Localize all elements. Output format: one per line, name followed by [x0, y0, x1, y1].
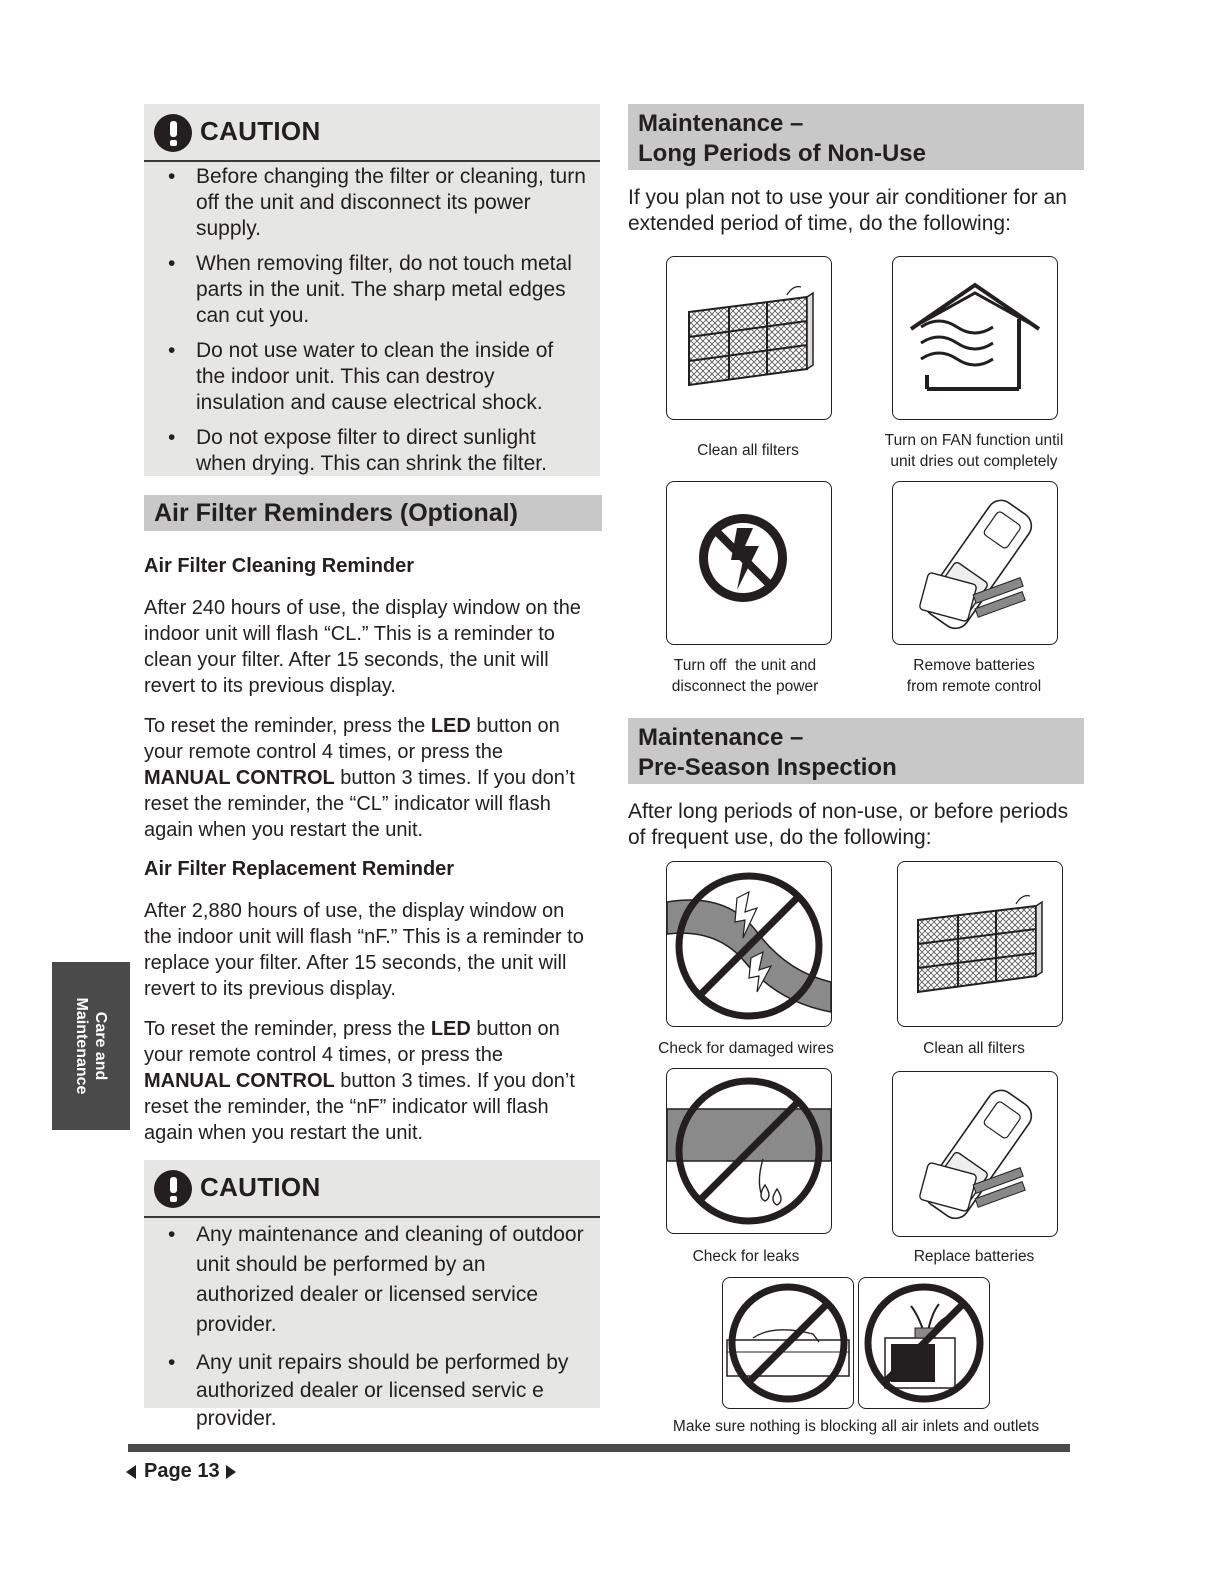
caption-leaks: Check for leaks	[692, 1248, 800, 1265]
no-leak-icon	[667, 1069, 831, 1233]
clean-filters-picture	[666, 256, 832, 420]
caption-inlets: Make sure nothing is blocking all air inlets and outlets	[672, 1418, 1040, 1435]
section-side-tab	[52, 962, 130, 1130]
pre-season-heading-line2: Pre-Season Inspection	[638, 754, 897, 781]
caption-replace-batteries: Replace batteries	[913, 1248, 1035, 1265]
no-blocking-icon	[723, 1278, 853, 1408]
no-damaged-wire-icon	[667, 862, 831, 1026]
led-label: LED	[430, 1018, 471, 1040]
cleaning-reminder-subheading: Air Filter Cleaning Reminder	[144, 555, 415, 577]
caption-line: Turn off the unit and	[673, 657, 817, 674]
manual-control-label: MANUAL CONTROL	[144, 767, 335, 789]
caption-line: Turn on FAN function until	[884, 432, 1064, 449]
reset-text-a: To reset the reminder, press the	[144, 715, 431, 737]
caption-remove-batteries	[864, 655, 1084, 697]
caution-title: CAUTION	[200, 1172, 321, 1202]
manual-control-label: MANUAL CONTROL	[144, 1070, 335, 1092]
remove-batteries-picture	[892, 481, 1058, 645]
reset-text-c: button 3 times. If you don’t reset the reminder, the “nF” indicator will flash again when you restart the unit.	[144, 1070, 575, 1144]
cleaning-reset-text	[144, 713, 594, 843]
caption-line: disconnect the power	[671, 678, 819, 695]
caution-item: • Any maintenance and cleaning of outdoor unit should be performed by an authorized dealer or licensed service provider.	[168, 1220, 586, 1340]
fan-dry-picture	[892, 256, 1058, 420]
caution-list	[168, 164, 586, 486]
caution-list	[168, 1220, 586, 1442]
led-label: LED	[430, 715, 471, 737]
clean-filters-picture-2	[897, 861, 1063, 1027]
next-page-icon[interactable]	[226, 1465, 236, 1479]
blocked-inlet-picture-1	[722, 1277, 854, 1409]
damaged-wires-picture	[666, 861, 832, 1027]
caution-header	[144, 104, 600, 162]
pre-season-heading	[628, 718, 1084, 784]
non-use-heading	[628, 104, 1084, 170]
caution-title: CAUTION	[200, 116, 321, 146]
power-off-picture	[666, 481, 832, 645]
caution-header	[144, 1160, 600, 1218]
air-filter-heading	[144, 495, 602, 531]
caption-line: from remote control	[906, 678, 1042, 695]
caution-item: • Do not expose filter to direct sunlight when drying. This can shrink the filter.	[168, 425, 586, 477]
house-fan-icon	[893, 257, 1057, 419]
page-number: Page 13	[144, 1460, 220, 1482]
replacement-reminder-subheading: Air Filter Replacement Reminder	[144, 858, 455, 880]
caption-damaged-wires: Check for damaged wires	[658, 1040, 834, 1057]
exclamation-icon	[154, 1170, 192, 1208]
replacement-reminder-text: After 2,880 hours of use, the display window on the indoor unit will flash “nF.” This is a reminder to replace your filter. After 15 seconds, the unit will revert to its previous display.	[144, 900, 584, 1000]
non-use-heading-line2: Long Periods of Non-Use	[638, 140, 926, 167]
page-footer	[126, 1460, 236, 1483]
pre-season-intro: After long periods of non-use, or before periods of frequent use, do the following:	[628, 800, 1069, 849]
reset-text-c: button 3 times. If you don’t reset the reminder, the “CL” indicator will flash again when you restart the unit.	[144, 767, 575, 841]
caption-fan-dry	[864, 430, 1084, 472]
filter-icon	[667, 257, 831, 419]
filter-icon	[898, 862, 1062, 1026]
caution-item: • When removing filter, do not touch metal parts in the unit. The sharp metal edges can cut you.	[168, 251, 586, 329]
caution-box-top	[144, 104, 600, 476]
air-filter-heading-text: Air Filter Reminders (Optional)	[154, 499, 518, 527]
caution-box-bottom	[144, 1160, 600, 1430]
non-use-intro: If you plan not to use your air conditioner for an extended period of time, do the following:	[628, 186, 1067, 235]
caption-line: unit dries out completely	[890, 453, 1058, 470]
non-use-heading-line1: Maintenance –	[638, 110, 804, 137]
caution-item: • Any unit repairs should be performed by authorized dealer or licensed servic e provider.	[168, 1349, 586, 1433]
replace-batteries-picture	[892, 1071, 1058, 1237]
remote-battery-icon	[893, 482, 1057, 644]
reset-text-a: To reset the reminder, press the	[144, 1018, 431, 1040]
cleaning-reminder-text: After 240 hours of use, the display window on the indoor unit will flash “CL.” This is a reminder to clean your filter. After 15 seconds, the unit will revert to its previous display.	[144, 597, 581, 697]
caution-item: • Do not use water to clean the inside of the indoor unit. This can destroy insulation and cause electrical shock.	[168, 338, 586, 416]
leaks-picture	[666, 1068, 832, 1234]
reset-text-b: button on your remote control 4 times, or press the	[144, 715, 560, 763]
replacement-reset-text	[144, 1016, 594, 1146]
caption-line: Remove batteries	[913, 657, 1035, 674]
no-blocking-icon	[859, 1278, 989, 1408]
prev-page-icon[interactable]	[126, 1465, 136, 1479]
caution-item: • Before changing the filter or cleaning, turn off the unit and disconnect its power supply.	[168, 164, 586, 242]
pre-season-heading-line1: Maintenance –	[638, 724, 804, 751]
remote-battery-icon	[893, 1072, 1057, 1236]
reset-text-b: button on your remote control 4 times, or press the	[144, 1018, 560, 1066]
no-power-icon	[667, 482, 831, 644]
caption-clean-filters-2: Clean all filters	[923, 1040, 1025, 1057]
side-tab-line2: Maintenance	[73, 997, 90, 1095]
side-tab-line1: Care and	[92, 1011, 109, 1081]
side-tab-label	[72, 966, 110, 1126]
caption-clean-filters: Clean all filters	[697, 442, 799, 459]
exclamation-icon	[154, 114, 192, 152]
footer-rule	[128, 1444, 1070, 1452]
blocked-inlet-picture-2	[858, 1277, 990, 1409]
caption-power-off	[640, 655, 850, 697]
